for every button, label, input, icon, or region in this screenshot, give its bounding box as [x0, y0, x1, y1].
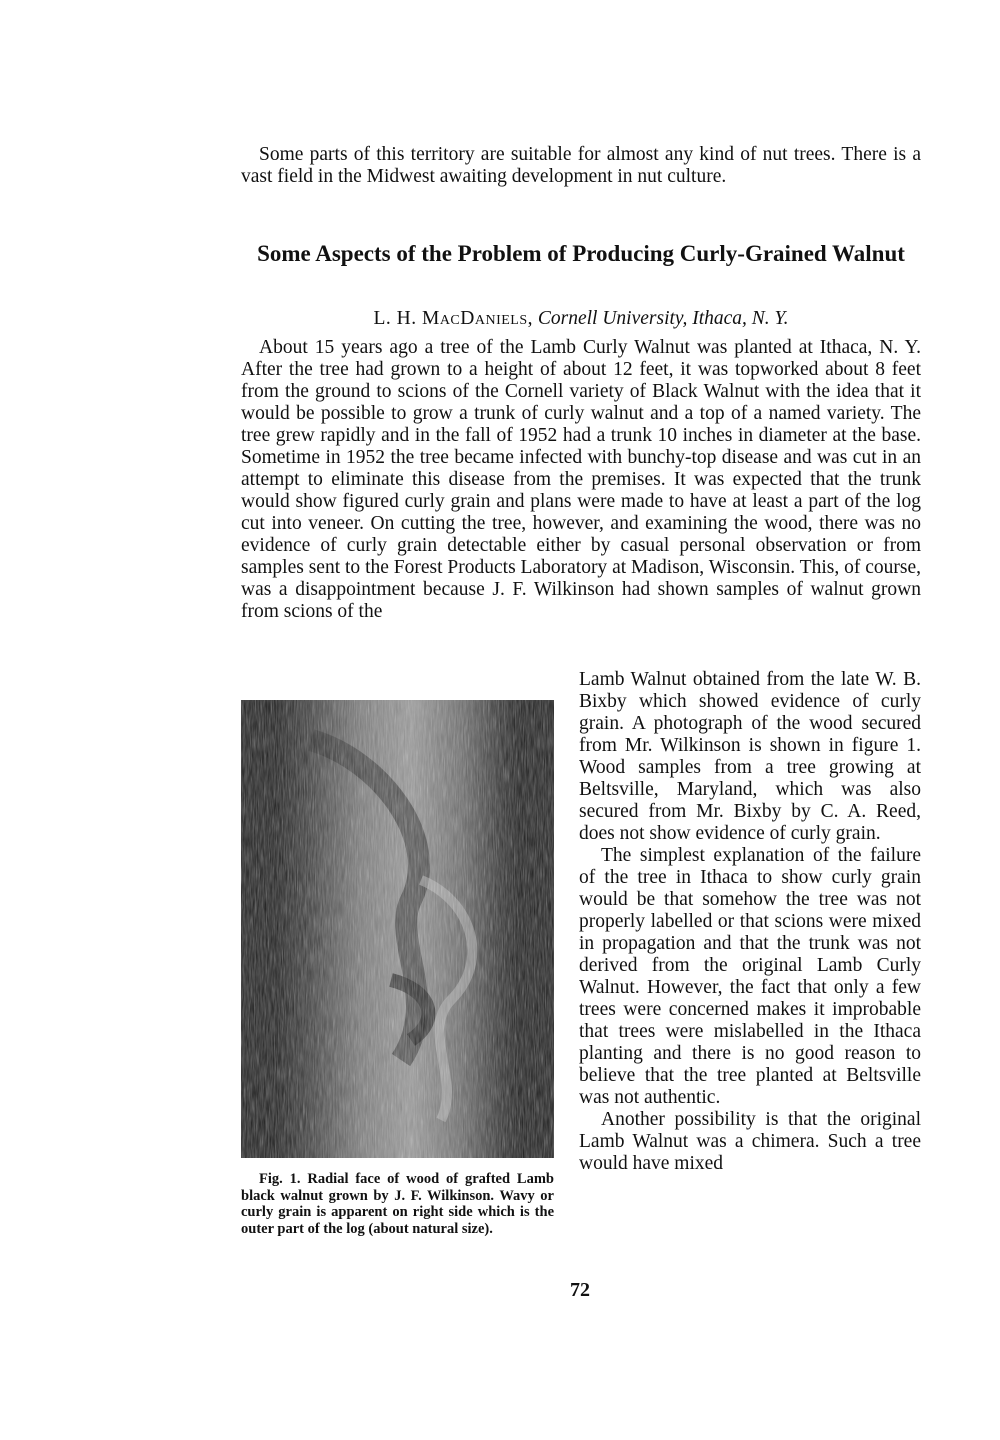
- figure-1-wood-photo: [241, 700, 554, 1158]
- author-name: L. H. MacDaniels,: [373, 308, 533, 329]
- article-byline: [241, 308, 921, 330]
- article-title: Some Aspects of the Problem of Producing Curly-Grained Walnut: [257, 241, 905, 266]
- body-paragraph-2: The simplest explanation of the failure of the tree in Ithaca to show curly grain would be that somehow the tree was not properly labelled or that scions were mixed in propagation and that the trunk was not derived from the original Lamb Curly Walnut. However, the fact that only a few trees were concerned makes it improbable that trees were mislabelled in the Ithaca planting and there is no good reason to believe that the tree planted at Beltsville was not authentic.: [579, 845, 921, 1108]
- page-number: 72: [570, 1279, 590, 1301]
- body-paragraph-3: Another possibility is that the original Lamb Walnut was a chimera. Such a tree would have mixed: [579, 1109, 921, 1174]
- figure-1-caption: Fig. 1. Radial face of wood of grafted Lamb black walnut grown by J. F. Wilkinson. Wavy or curly grain is apparent on right side which is the outer part of the log (about natural size).: [241, 1171, 554, 1237]
- author-affiliation: Cornell University, Ithaca, N. Y.: [537, 308, 789, 329]
- right-text-column: [579, 669, 921, 1175]
- body-paragraph-1-continued: Lamb Walnut obtained from the late W. B. Bixby which showed evidence of curly grain. A photograph of the wood secured from Mr. Wilkinson is shown in figure 1. Wood samples from a tree growing at Beltsville, Maryland, which was also secured from Mr. Bixby by C. A. Reed, does not show evidence of curly grain.: [579, 669, 921, 844]
- body-paragraph-1: About 15 years ago a tree of the Lamb Curly Walnut was planted at Ithaca, N. Y. After the tree had grown to a height of about 12 feet, it was topworked about 8 feet from the ground to scions of the Cornell variety of Black Walnut with the idea that it would be possible to grow a trunk of curly walnut and a top of a named variety. The tree grew rapidly and in the fall of 1952 had a trunk 10 inches in diameter at the base. Sometime in 1952 the tree became infected with bunchy-top disease and was cut in an attempt to eliminate this disease from the premises. It was expected that the trunk would show figured curly grain and plans were made to have at least a part of the log cut into veneer. On cutting the tree, however, and examining the wood, there was no evidence of curly grain detectable either by casual personal observation or from samples sent to the Forest Products Laboratory at Madison, Wisconsin. This, of course, was a disappointment because J. F. Wilkinson had shown samples of walnut grown from scions of the: [241, 337, 921, 622]
- intro-paragraph: Some parts of this territory are suitable for almost any kind of nut trees. There is a vast field in the Midwest awaiting development in nut culture.: [241, 144, 921, 187]
